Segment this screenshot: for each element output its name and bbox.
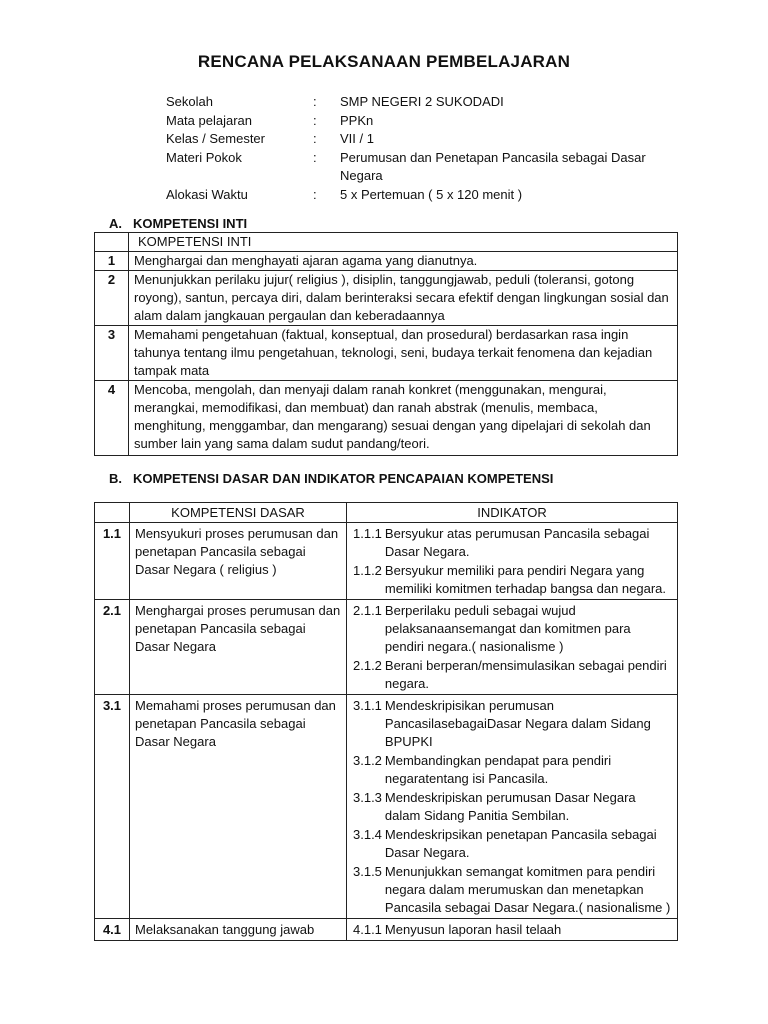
kd-number: 2.1: [95, 600, 130, 695]
section-a-heading: [109, 216, 247, 231]
indicator-cell: [347, 600, 678, 695]
indicator-item: [353, 562, 673, 598]
indicator-code: 2.1.1: [353, 603, 382, 618]
table-row: [95, 600, 678, 695]
kd-number: 4.1: [95, 919, 130, 941]
table-header-row: [95, 503, 678, 523]
indicator-code: 3.1.2: [353, 753, 382, 768]
indicator-code: 3.1.5: [353, 864, 382, 879]
table-row: [95, 326, 678, 381]
row-text: Menunjukkan perilaku jujur( religius ), disiplin, tanggungjawab, peduli (toleransi, gotong royong), santun, percaya diri, dalam berinteraksi secara efektif dengan lingkungan sosial dan alam dalam jangkauan pergaulan dan keberadaannya: [129, 271, 678, 326]
indicator-code: 4.1.1: [353, 922, 382, 937]
indicator-code: 1.1.1: [353, 526, 382, 541]
kd-text: Memahami proses perumusan dan penetapan Pancasila sebagai Dasar Negara: [130, 695, 347, 919]
indicator-cell: [347, 919, 678, 941]
identity-row: [166, 112, 685, 131]
section-b-heading: [109, 471, 553, 486]
identity-label: Materi Pokok: [166, 149, 242, 165]
table-row: [95, 523, 678, 600]
kd-number: 1.1: [95, 523, 130, 600]
identity-value: Perumusan dan Penetapan Pancasila sebagai Dasar Negara: [340, 149, 646, 183]
identity-row: [166, 149, 685, 186]
indicator-item: [353, 863, 673, 917]
identity-colon: :: [313, 112, 317, 128]
table-row: [95, 271, 678, 326]
indicator-item: [353, 921, 673, 939]
kd-text: Melaksanakan tanggung jawab: [130, 919, 347, 941]
identity-row: [166, 186, 685, 205]
row-number: 3: [95, 326, 129, 381]
indicator-item: [353, 602, 673, 656]
kompetensi-dasar-table: [94, 502, 678, 941]
identity-label: Sekolah: [166, 94, 213, 109]
indicator-text: Mendeskripisikan perumusan PancasilasebagaiDasar Negara dalam Sidang BPUPKI: [384, 698, 651, 749]
indicator-cell: [347, 523, 678, 600]
indicator-code: 1.1.2: [353, 563, 382, 578]
indicator-text: Mendeskripiskan perumusan Dasar Negara dalam Sidang Panitia Sembilan.: [384, 790, 636, 823]
indicator-code: 3.1.1: [353, 698, 382, 713]
kd-text: Menghargai proses perumusan dan penetapan Pancasila sebagai Dasar Negara: [130, 600, 347, 695]
identity-colon: :: [313, 186, 317, 202]
indicator-code: 3.1.4: [353, 827, 382, 842]
table-header-cell: KOMPETENSI INTI: [129, 233, 678, 252]
section-b-title: KOMPETENSI DASAR DAN INDIKATOR PENCAPAIAN KOMPETENSI: [133, 471, 554, 486]
indicator-item: [353, 525, 673, 561]
indicator-text: Mendeskripsikan penetapan Pancasila sebagai Dasar Negara.: [384, 827, 657, 860]
row-text: Mencoba, mengolah, dan menyaji dalam ranah konkret (menggunakan, mengurai, merangkai, memodifikasi, dan membuat) dan ranah abstrak (menulis, membaca, menghitung, menggambar, dan mengarang) sesuai dengan yang dipelajari di sekolah dan sumber lain yang sama dalam sudut pandang/teori.: [129, 381, 678, 456]
indicator-item: [353, 752, 673, 788]
table-header-row: [95, 233, 678, 252]
indicator-code: 2.1.2: [353, 658, 382, 673]
indicator-code: 3.1.3: [353, 790, 382, 805]
indicator-item: [353, 697, 673, 751]
indicator-item: [353, 789, 673, 825]
identity-label: Kelas / Semester: [166, 131, 265, 146]
table-header-cell: [95, 503, 130, 523]
indicator-text: Menyusun laporan hasil telaah: [384, 922, 562, 937]
identity-colon: :: [313, 149, 317, 165]
identity-value: VII / 1: [340, 131, 374, 146]
document-title: RENCANA PELAKSANAAN PEMBELAJARAN: [197, 52, 571, 71]
section-a-title: KOMPETENSI INTI: [133, 216, 248, 231]
row-text: Menghargai dan menghayati ajaran agama yang dianutnya.: [129, 252, 678, 271]
identity-value: PPKn: [340, 112, 374, 128]
identity-row: [166, 130, 685, 149]
identity-block: [166, 93, 685, 204]
table-header-cell: [95, 233, 129, 252]
indicator-text: Bersyukur memiliki para pendiri Negara yang memiliki komitmen terhadap bangsa dan negara.: [384, 563, 667, 596]
section-b-letter: B.: [109, 471, 122, 486]
table-header-cell: INDIKATOR: [347, 503, 678, 523]
table-row: [95, 919, 678, 941]
row-number: 1: [95, 252, 129, 271]
identity-label: Alokasi Waktu: [166, 186, 248, 202]
table-header-cell: KOMPETENSI DASAR: [130, 503, 347, 523]
indicator-text: Menunjukkan semangat komitmen para pendiri negara dalam merumuskan dan menetapkan Pancasila sebagai Dasar Negara.( nasionalisme ): [384, 864, 671, 915]
indicator-text: Membandingkan pendapat para pendiri negaratentang isi Pancasila.: [384, 753, 612, 786]
indicator-item: [353, 826, 673, 862]
indicator-text: Berani berperan/mensimulasikan sebagai pendiri negara.: [384, 658, 667, 691]
table-row: [95, 695, 678, 919]
kompetensi-inti-table: [94, 232, 678, 456]
indicator-cell: [347, 695, 678, 919]
indicator-text: Berperilaku peduli sebagai wujud pelaksanaansemangat dan komitmen para pendiri negara.( nasionalisme ): [384, 603, 631, 654]
identity-colon: :: [313, 94, 317, 109]
row-number: 4: [95, 381, 129, 456]
identity-value: SMP NEGERI 2 SUKODADI: [340, 94, 504, 109]
kd-text: Mensyukuri proses perumusan dan penetapan Pancasila sebagai Dasar Negara ( religius ): [130, 523, 347, 600]
row-text: Memahami pengetahuan (faktual, konseptual, dan prosedural) berdasarkan rasa ingin tahunya tentang ilmu pengetahuan, teknologi, seni, budaya terkait fenomena dan kejadian tampak mata: [129, 326, 678, 381]
indicator-text: Bersyukur atas perumusan Pancasila sebagai Dasar Negara.: [384, 526, 650, 559]
section-a-letter: A.: [109, 216, 122, 231]
table-row: [95, 252, 678, 271]
indicator-item: [353, 657, 673, 693]
kd-number: 3.1: [95, 695, 130, 919]
identity-label: Mata pelajaran: [166, 112, 252, 128]
identity-value: 5 x Pertemuan ( 5 x 120 menit ): [340, 186, 523, 202]
identity-row: [166, 93, 685, 112]
row-number: 2: [95, 271, 129, 326]
table-row: [95, 381, 678, 456]
identity-colon: :: [313, 131, 317, 146]
